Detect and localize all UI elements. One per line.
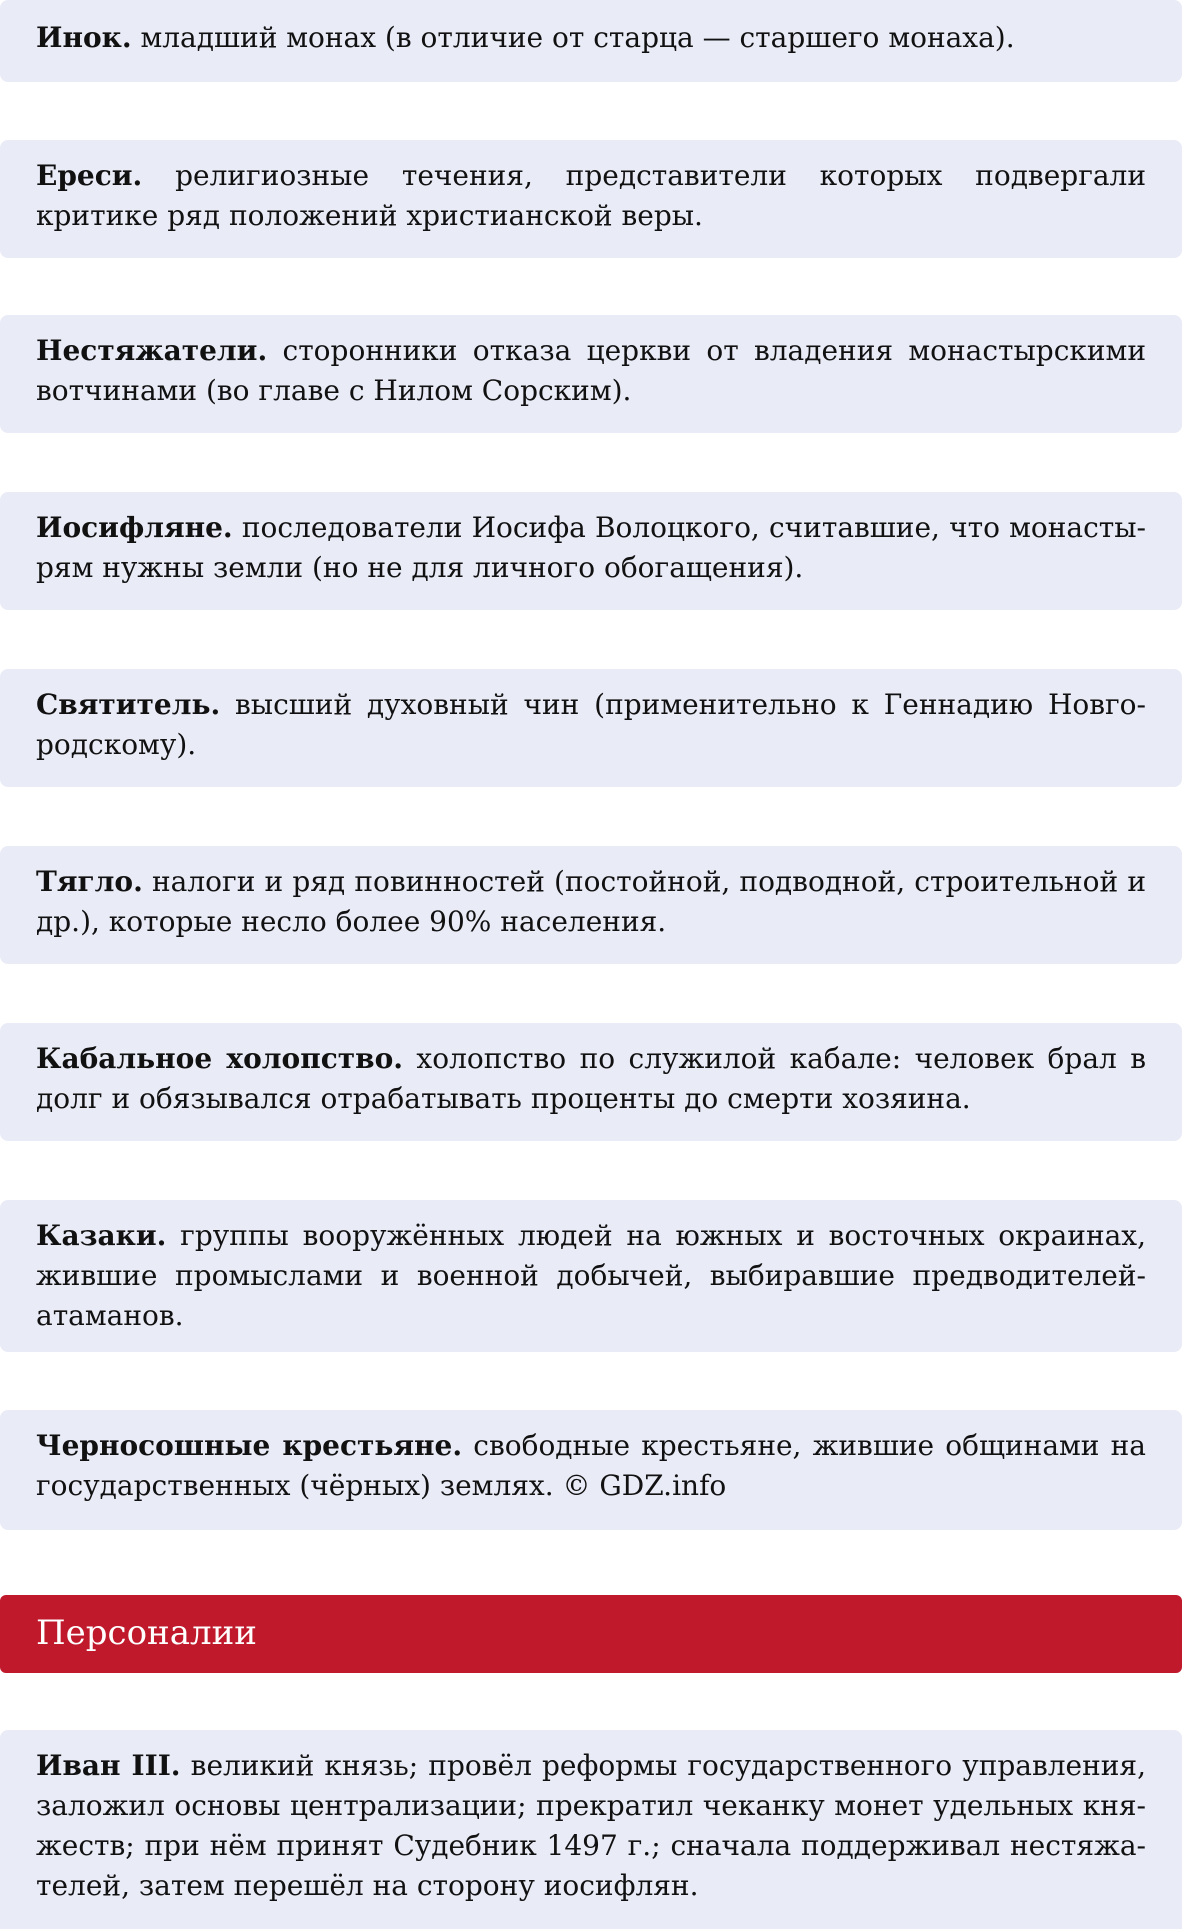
term-card-kazaki <box>0 1200 1182 1352</box>
term-title: Казаки. <box>36 1219 167 1252</box>
term-definition: холопство по служилой кабале: человек брал в долг и обязывался отрабатывать проценты до смерти хозяина. <box>36 1042 1146 1115</box>
term-definition: последователи Иосифа Волоцкого, считавшие, что монастырям нужны земли (но не для личного обогащения). <box>36 511 1146 584</box>
term-card-nestyazhateli <box>0 315 1182 433</box>
person-description: великий князь; провёл реформы государственного управления, заложил основы централизации; прекратил чеканку монет удельных княжеств; при нём принят Судебник 1497 г.; сначала поддерживал нестяжателей, затем перешёл на сторону иосифлян. <box>36 1749 1146 1902</box>
person-card-ivan-iii <box>0 1730 1182 1929</box>
section-header-personalii <box>0 1595 1182 1673</box>
term-title: Нестяжатели. <box>36 334 268 367</box>
term-card-kabalnoe-kholopstvo <box>0 1023 1182 1141</box>
term-card-svyatitel <box>0 669 1182 787</box>
term-definition: налоги и ряд повинностей (постойной, подводной, строительной и др.), которые несло более 90% населения. <box>36 865 1146 938</box>
term-title: Инок. <box>36 21 132 54</box>
term-entry <box>36 18 1146 58</box>
term-definition: высший духовный чин (применительно к Геннадию Новгородскому). <box>36 688 1146 761</box>
section-title: Персоналии <box>36 1613 257 1653</box>
term-entry <box>36 331 1146 411</box>
term-title: Святитель. <box>36 688 221 721</box>
term-definition: религиозные течения, представители которых подвергали критике ряд положений христианской веры. <box>36 159 1146 232</box>
term-entry <box>36 685 1146 765</box>
term-definition: сторонники отказа церкви от владения монастырскими вотчинами (во главе с Нилом Сорским). <box>36 334 1146 407</box>
term-title: Кабальное холопство. <box>36 1042 403 1075</box>
term-card-eresi <box>0 140 1182 258</box>
person-entry <box>36 1746 1146 1906</box>
term-entry <box>36 862 1146 942</box>
term-entry <box>36 1039 1146 1119</box>
term-card-tyaglo <box>0 846 1182 964</box>
term-card-inok <box>0 0 1182 82</box>
term-definition: группы вооружённых людей на южных и восточных окраинах, жившие промыслами и военной добычей, выбиравшие предводителей-атаманов. <box>36 1219 1146 1332</box>
term-definition: свободные крестьяне, жившие общинами на государственных (чёрных) землях. © GDZ.info <box>36 1429 1146 1502</box>
term-card-iosiflyane <box>0 492 1182 610</box>
term-entry <box>36 508 1146 588</box>
term-title: Иосифляне. <box>36 511 233 544</box>
term-entry <box>36 1216 1146 1336</box>
term-entry <box>36 156 1146 236</box>
term-entry <box>36 1426 1146 1506</box>
term-title: Тягло. <box>36 865 143 898</box>
term-definition: младший монах (в отличие от старца — старшего монаха). <box>131 21 1015 54</box>
person-name: Иван III. <box>36 1749 181 1782</box>
term-card-chernososhnye-krestyane <box>0 1410 1182 1530</box>
term-title: Черносошные крестьяне. <box>36 1429 463 1462</box>
term-title: Ереси. <box>36 159 143 192</box>
